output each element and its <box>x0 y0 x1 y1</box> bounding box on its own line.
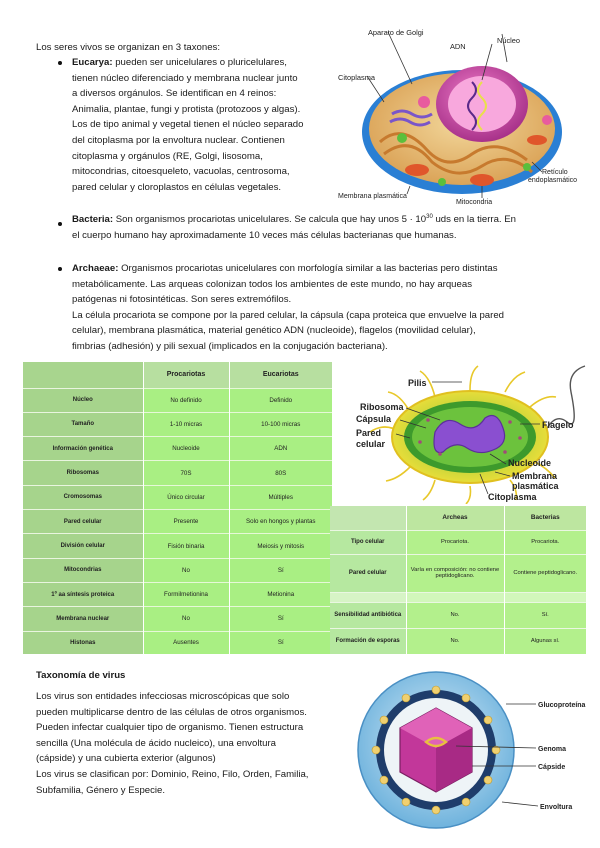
header-procariotas: Procariotas <box>143 362 229 388</box>
archaea-bacteria-table <box>330 506 586 654</box>
label-reticulo-2: endoplasmático <box>528 177 578 184</box>
label-citoplasma: Citoplasma <box>488 492 537 502</box>
label-reticulo: Retículo <box>542 169 568 176</box>
table-row: Información genética Nucleoide ADN <box>23 437 332 461</box>
bacteria-paragraph: Bacteria: Son organismos procariotas unicelulares. Se calcula que hay unos $5 \cdot 10^{30}$ uds en la tierra. En el cuerpo humano hay aproximadamente 10 veces más células bacterianas que humanas. <box>72 214 516 241</box>
table-row: Ribosomas 70S 80S <box>23 461 332 485</box>
archaea-title: Archaeae: <box>72 263 119 274</box>
table-row: 1º aa síntesis proteica Formilmetionina Metionina <box>23 583 332 607</box>
table-row: Tipo celular Procariota. Procariota. <box>330 530 586 554</box>
archaea-paragraph: Archaeae: Organismos procariotas unicelulares con morfología similar a las bacterias pero distintas metabólicamente. Las arqueas colonizan todos los ambientes de este mundo, no hay arqueas patógenas ni fotosintéticas. Son seres extremófilos. La célula procariota se compone por la pared celular, la cápsula (capa proteica que envuelve la pared celular), membrana plasmática, material genético ADN (nucleoide), flagelos (movilidad celular), fimbrias (adhesión) y pili sexual (implicados en la conjugación bacteriana). <box>72 263 504 352</box>
bullet <box>58 267 62 271</box>
label-membrana: Membrana <box>512 471 558 481</box>
table-row: Pared celular Varía en composición: no contiene peptidoglicano. Contiene peptidoglicano. <box>330 554 586 592</box>
label-pilis: Pilis <box>408 378 427 388</box>
label-membrana: Membrana plasmática <box>338 193 407 200</box>
virus-title: Taxonomía de virus <box>36 670 126 681</box>
table-row: Núcleo No definido Definido <box>23 388 332 412</box>
table-row: División celular Fisión binaria Meiosis y mitosis <box>23 534 332 558</box>
label-adn: ADN <box>450 42 466 51</box>
bacterium-illustration <box>340 362 588 504</box>
header-eucariotas: Eucariotas <box>229 362 332 388</box>
label-membrana-2: plasmática <box>512 481 559 491</box>
bullet <box>58 222 62 226</box>
table-row: Sensibilidad antibiótica No. Sí. <box>330 602 586 628</box>
virus-illustration <box>356 662 592 838</box>
label-golgi: Aparato de Golgi <box>368 28 424 37</box>
label-pared-2: celular <box>356 439 386 449</box>
label-nucleo: Núcleo <box>497 36 521 45</box>
eucarya-title: Eucarya: <box>72 57 113 68</box>
label-genoma: Genoma <box>538 746 567 753</box>
label-glucoproteina: Glucoproteína <box>538 702 586 709</box>
table-row: Formación de esporas No. Algunas sí. <box>330 628 586 654</box>
mitochondrion <box>405 164 429 176</box>
label-capside: Cápside <box>538 764 566 771</box>
bullet <box>58 61 62 65</box>
label-pared: Pared <box>356 428 382 438</box>
table-row: Mitocondrias No Sí <box>23 558 332 582</box>
table-header-row <box>23 362 332 388</box>
table-row: Tamaño 1-10 micras 10-100 micras <box>23 412 332 436</box>
label-mitocondria: Mitocondria <box>456 199 493 206</box>
header-bacterias: Bacterias <box>504 506 586 530</box>
table-row: Histonas Ausentes Sí <box>23 631 332 654</box>
table-header-row <box>330 506 586 530</box>
label-capsula: Cápsula <box>356 414 392 424</box>
label-flagelo: Flagelo <box>542 420 574 430</box>
virus-paragraph: Los virus son entidades infecciosas microscópicas que solo pueden multiplicarse dentro de las células de otros organismos. Pueden infectar cualquier tipo de organismo. Tienen estructura sencilla (Una molécula de ácido nucleico), una envoltura (cápside) y una cubierta exterior (algunos) Los virus se clasifican por: Dominio, Reino, Filo, Orden, Familia, Subfamilia, Género y Especie. <box>36 691 309 796</box>
label-ribosoma: Ribosoma <box>360 402 404 412</box>
label-envoltura: Envoltura <box>540 804 573 811</box>
label-nucleoide: Nucleoide <box>508 458 552 468</box>
bacteria-title: Bacteria: <box>72 214 114 226</box>
table-row <box>330 592 586 602</box>
header-archeas: Archeas <box>406 506 504 530</box>
label-citoplasma: Citoplasma <box>338 73 375 82</box>
table-row: Cromosomas Único circular Múltiples <box>23 485 332 509</box>
eucarya-paragraph: Eucarya: pueden ser unicelulares o pluricelulares, tienen núcleo diferenciado y membrana nuclear junto a diversos orgánulos. Se identifican en 4 reinos: Animalia, plantae, fungi y protista (protozoos y algas). Los de tipo animal y vegetal tienen el núcleo separado del citoplasma por la envoltura nuclear. Contienen citoplasma y orgánulos (RE, Golgi, lisosoma, mitocondrias, citoesqueleto, vacuolas, centrosoma, pared celular y cloroplastos en células vegetales. <box>72 57 304 193</box>
prokaryote-eukaryote-table <box>23 362 332 654</box>
table-row: Membrana nuclear No Sí <box>23 607 332 631</box>
table-row: Pared celular Presente Solo en hongos y plantas <box>23 510 332 534</box>
intro-text: Los seres vivos se organizan en 3 taxones: <box>36 42 220 53</box>
eukaryotic-cell-illustration <box>332 22 592 210</box>
